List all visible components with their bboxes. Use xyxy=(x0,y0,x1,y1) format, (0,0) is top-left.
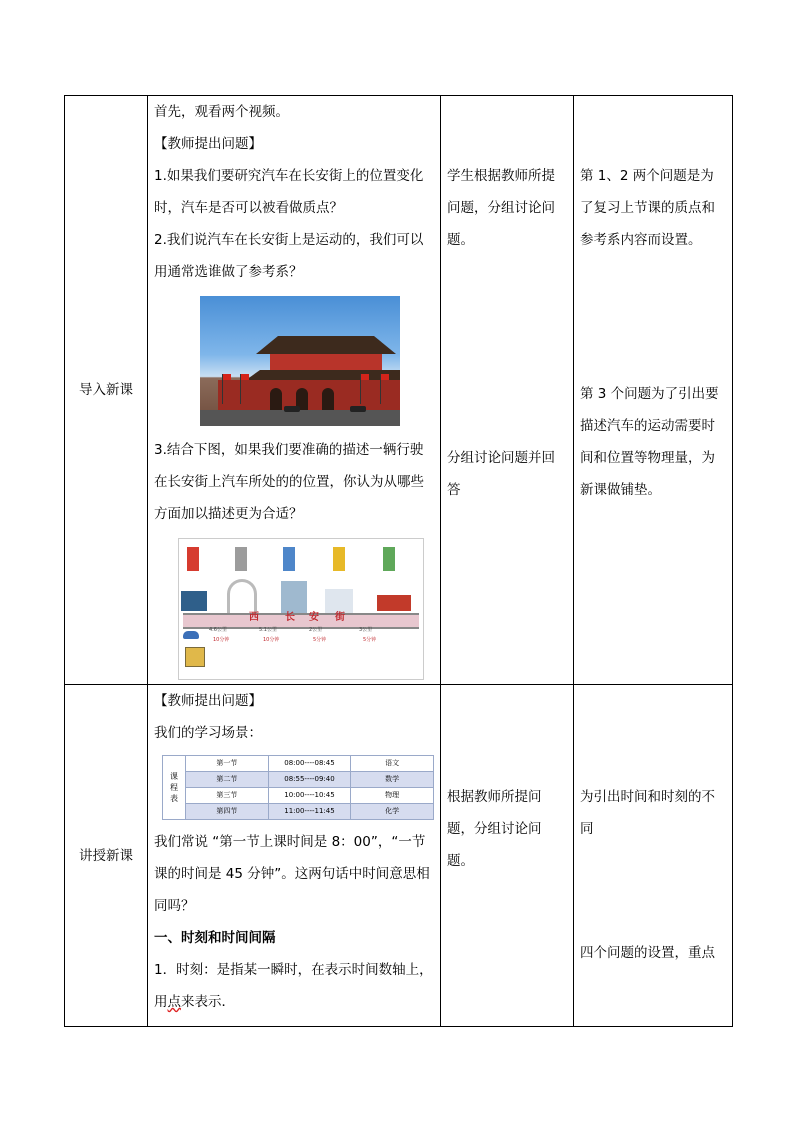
paragraph: 2.我们说汽车在长安街上是运动的，我们可以用通常选谁做了参考系？ xyxy=(154,232,424,280)
period-cell: 第二节 xyxy=(186,772,269,788)
schedule-row xyxy=(163,772,434,788)
student-activity-cell xyxy=(441,685,574,1027)
car-icon xyxy=(183,631,199,639)
location-tag xyxy=(383,547,395,571)
building xyxy=(325,589,353,613)
road-label: 安 xyxy=(309,612,319,623)
design-intent-cell xyxy=(574,685,733,1027)
paragraph: 四个问题的设置，重点 xyxy=(580,945,715,961)
paragraph: 第 3 个问题为了引出要描述汽车的运动需要时间和位置等物理量，为新课做铺垫。 xyxy=(580,386,719,498)
stage-label: 导入新课 xyxy=(79,382,133,398)
paragraph: 1．时刻：是指某一瞬时，在表示时间数轴上，用点来表示． xyxy=(154,962,433,1010)
building xyxy=(227,579,257,613)
paragraph: 【教师提出问题】 xyxy=(154,693,262,709)
table-row xyxy=(65,685,733,1027)
section-heading: 一、时刻和时间间隔 xyxy=(154,930,276,946)
building-icon xyxy=(185,647,205,667)
paragraph: 3.结合下图，如果我们要准确的描述一辆行驶在长安街上汽车所处的的位置，你认为从哪些方面加以描述更为合适？ xyxy=(154,442,424,522)
distance-label: 4.6公里 xyxy=(209,627,227,633)
building xyxy=(181,591,207,611)
location-tag xyxy=(333,547,345,571)
period-cell: 第三节 xyxy=(186,788,269,804)
distance-label: 3公里 xyxy=(359,627,373,633)
paragraph: 首先，观看两个视频。 xyxy=(154,104,289,120)
subject-cell: 语文 xyxy=(351,756,434,772)
tiananmen-photo xyxy=(200,296,400,426)
stage-label: 讲授新课 xyxy=(79,847,133,864)
schedule-side-label: 课 程 表 xyxy=(163,756,186,820)
subject-cell: 数学 xyxy=(351,772,434,788)
location-tag xyxy=(187,547,199,571)
time-label: 10分钟 xyxy=(263,637,280,643)
time-cell: 08:55----09:40 xyxy=(268,772,351,788)
teacher-activity-cell xyxy=(148,96,441,685)
paragraph: 为引出时间和时刻的不同 xyxy=(580,789,715,837)
changan-street-diagram xyxy=(178,538,424,680)
paragraph: 学生根据教师所提问题，分组讨论问题。 xyxy=(447,168,555,248)
subject-cell: 物理 xyxy=(351,788,434,804)
period-cell: 第一节 xyxy=(186,756,269,772)
design-intent-cell xyxy=(574,96,733,685)
distance-label: 2公里 xyxy=(309,627,323,633)
paragraph: 根据教师所提问题，分组讨论问题。 xyxy=(447,789,542,869)
road-label: 西 xyxy=(249,612,259,623)
time-label: 5分钟 xyxy=(313,637,327,643)
schedule-row xyxy=(163,788,434,804)
distance-label: 5.1公里 xyxy=(259,627,277,633)
student-activity-cell xyxy=(441,96,574,685)
time-cell: 11:00----11:45 xyxy=(268,804,351,820)
paragraph: 【教师提出问题】 xyxy=(154,136,262,152)
building xyxy=(377,595,411,611)
paragraph: 我们常说 “第一节上课时间是 8：00”，“一节课的时间是 45 分钟”。这两句话中时间意思相同吗？ xyxy=(154,834,430,914)
location-tag xyxy=(235,547,247,571)
time-label: 10分钟 xyxy=(213,637,230,643)
road-label: 长 xyxy=(285,612,295,623)
lesson-table xyxy=(64,95,733,1027)
subject-cell: 化学 xyxy=(351,804,434,820)
table-row xyxy=(65,96,733,685)
period-cell: 第四节 xyxy=(186,804,269,820)
schedule-row xyxy=(163,756,434,772)
stage-cell xyxy=(65,96,148,685)
time-cell: 08:00----08:45 xyxy=(268,756,351,772)
paragraph: 第 1、2 两个问题是为了复习上节课的质点和参考系内容而设置。 xyxy=(580,168,715,248)
stage-cell xyxy=(65,685,148,1027)
road-label: 街 xyxy=(335,612,345,623)
paragraph: 分组讨论问题并回答 xyxy=(447,450,555,498)
paragraph: 1.如果我们要研究汽车在长安街上的位置变化时，汽车是否可以被看做质点？ xyxy=(154,168,424,216)
location-tag xyxy=(283,547,295,571)
schedule-row xyxy=(163,804,434,820)
time-label: 5分钟 xyxy=(363,637,377,643)
paragraph: 我们的学习场景： xyxy=(154,725,262,741)
teacher-activity-cell xyxy=(148,685,441,1027)
schedule-table xyxy=(162,755,434,820)
time-cell: 10:00----10:45 xyxy=(268,788,351,804)
building xyxy=(281,581,307,613)
